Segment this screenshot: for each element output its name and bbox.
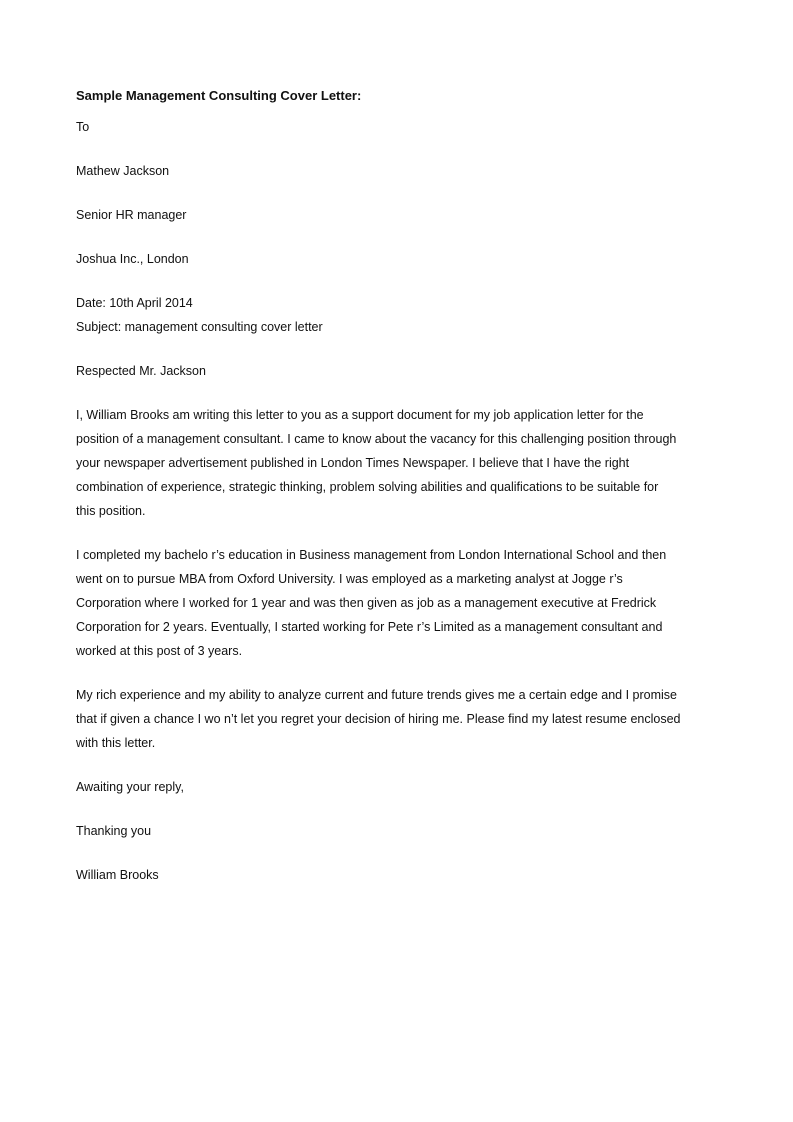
paragraph-line: with this letter. [76, 736, 156, 750]
paragraph-line: went on to pursue MBA from Oxford University. I was employed as a marketing analyst at Jogge r’s [76, 572, 623, 586]
to-label: To [76, 120, 90, 134]
paragraph-line: this position. [76, 504, 146, 518]
paragraph-line: I, William Brooks am writing this letter to you as a support document for my job application letter for the [76, 408, 644, 422]
recipient-company: Joshua Inc., London [76, 252, 189, 266]
signature-name: William Brooks [76, 868, 159, 882]
paragraph-line: I completed my bachelo r’s education in Business management from London International School and then [76, 548, 667, 562]
paragraph-line: worked at this post of 3 years. [76, 644, 243, 658]
closing-awaiting: Awaiting your reply, [76, 780, 184, 794]
recipient-title: Senior HR manager [76, 208, 187, 222]
recipient-name: Mathew Jackson [76, 164, 170, 178]
closing-thanks: Thanking you [76, 824, 152, 838]
paragraph-line: combination of experience, strategic thinking, problem solving abilities and qualifications to be suitable for [76, 480, 659, 494]
paragraph-line: that if given a chance I wo n’t let you regret your decision of hiring me. Please find my latest resume enclosed [76, 712, 681, 726]
salutation: Respected Mr. Jackson [76, 364, 206, 378]
paragraph-line: My rich experience and my ability to analyze current and future trends gives me a certain edge and I promise [76, 688, 678, 702]
paragraph-line: Corporation for 2 years. Eventually, I started working for Pete r’s Limited as a management consultant and [76, 620, 663, 634]
document-title: Sample Management Consulting Cover Letter: [76, 88, 362, 103]
paragraph-line: Corporation where I worked for 1 year and was then given as job as a management executive at Fredrick [76, 596, 657, 610]
paragraph-line: position of a management consultant. I came to know about the vacancy for this challenging position through [76, 432, 677, 446]
date-line: Date: 10th April 2014 [76, 296, 193, 310]
subject-line: Subject: management consulting cover letter [76, 320, 323, 334]
paragraph-line: your newspaper advertisement published in London Times Newspaper. I believe that I have the right [76, 456, 630, 470]
